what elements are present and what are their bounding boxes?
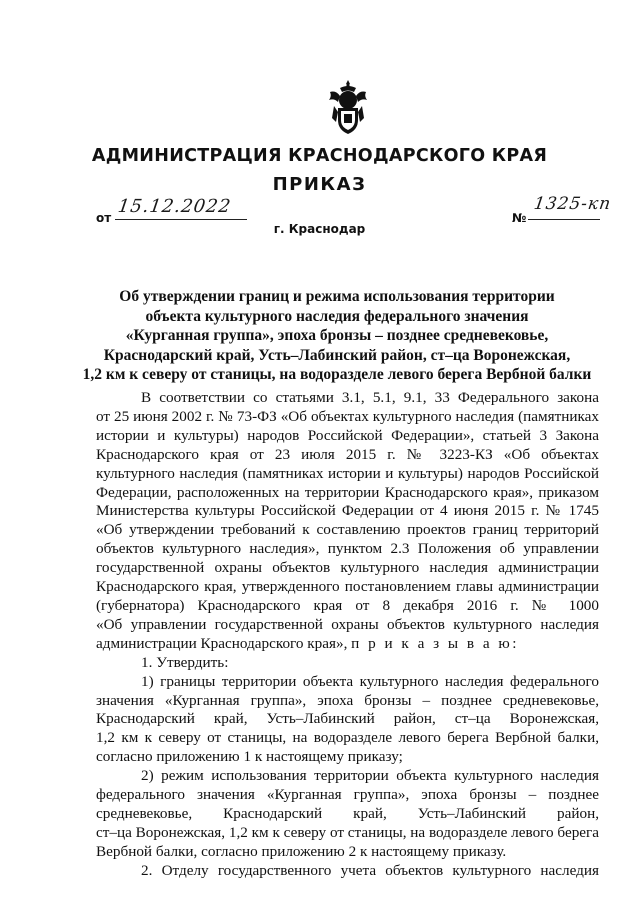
document-title <box>82 287 592 385</box>
number-underline <box>528 219 600 220</box>
number-label: № <box>512 211 527 225</box>
item-1-2-line: средневековье, Краснодарский край, Усть–Лабинский район, <box>96 804 599 822</box>
title-line: Краснодарский край, Усть–Лабинский район, ст–ца Воронежская, <box>103 346 571 364</box>
preamble-line: «Об управлении государственной охраны объектов культурного наследия <box>96 615 599 633</box>
item-1-1-line: Краснодарский край, Усть–Лабинский район, ст–ца Воронежская, <box>96 710 599 728</box>
preamble-line: «Об утверждении требований к составлению проектов границ территорий <box>96 521 599 539</box>
date-label: от <box>96 211 112 225</box>
preamble-line: государственной охраны объектов культурного наследия администрации <box>96 559 599 577</box>
number-handwritten: 1325-кп <box>532 194 613 214</box>
preamble-line: (губернатора) Краснодарского края от 8 декабря 2016 г. № 1000 <box>96 596 599 614</box>
agency-name: АДМИНИСТРАЦИЯ КРАСНОДАРСКОГО КРАЯ <box>91 146 548 166</box>
title-line: Об утверждении границ и режима использования территории <box>119 288 555 305</box>
item-1-1-last-line: согласно приложению 1 к настоящему приказу; <box>96 748 403 766</box>
preamble-line: истории и культуры) народов Российской Федерации», статьей 3 Закона <box>96 426 599 444</box>
item-1-2-line: федерального значения «Курганная группа», эпоха бронзы – позднее <box>96 786 599 804</box>
document-body <box>96 389 599 881</box>
preamble-line: Краснодарского края, утвержденного постановлением главы администрации <box>96 578 599 596</box>
preamble-line: объектов культурного наследия», пунктом 2.3 Положения об управлении <box>96 540 599 558</box>
order-word: п р и к а з ы в а ю: <box>351 634 519 652</box>
document-type: ПРИКАЗ <box>272 174 367 195</box>
item-1-2-line: 2) режим использования территории объекта культурного наследия <box>141 767 599 785</box>
preamble-line: культурного наследия (памятниках истории и культуры) народов Российской <box>96 464 599 482</box>
item-2: 2. Отделу государственного учета объектов культурного наследия <box>141 861 599 879</box>
item-1-1-line: значения «Курганная группа», эпоха бронзы – позднее средневековье, <box>96 691 599 709</box>
preamble-line: Краснодарского края от 23 июля 2015 г. № 3223-КЗ «Об объектах <box>96 445 599 463</box>
preamble-line-end: администрации Краснодарского края», <box>96 634 348 652</box>
item-1-2-line: ст–ца Воронежская, 1,2 км к северу от станицы, на водоразделе левого берега <box>96 823 599 841</box>
title-line: объекта культурного наследия федерального значения <box>145 307 529 325</box>
date-underline <box>115 219 247 220</box>
item-1-2-last-line: Вербной балки, согласно приложению 2 к настоящему приказу. <box>96 842 507 860</box>
title-line: «Курганная группа», эпоха бронзы – позднее средневековье, <box>125 327 549 344</box>
preamble-last-line <box>96 635 599 654</box>
item-1-1-line: 1,2 км к северу от станицы, на водоразделе левого берега Вербной балки, <box>96 729 599 747</box>
preamble-line: от 25 июня 2002 г. № 73-ФЗ «Об объектах культурного наследия (памятниках <box>96 407 599 425</box>
city-label: г. Краснодар <box>273 222 366 236</box>
coat-of-arms-emblem <box>326 78 370 136</box>
preamble-line: Министерства культуры Российской Федерации от 4 июня 2015 г. № 1745 <box>96 502 599 520</box>
date-handwritten: 15.12.2022 <box>116 196 233 217</box>
preamble-line: В соответствии со статьями 3.1, 5.1, 9.1, 33 Федерального закона <box>141 389 599 406</box>
title-line: 1,2 км к северу от станицы, на водоразделе левого берега Вербной балки <box>82 366 592 383</box>
preamble-line: Федерации, расположенных на территории Краснодарского края», приказом <box>96 483 599 501</box>
item-1-1-line: 1) границы территории объекта культурного наследия федерального <box>141 672 599 690</box>
item-1: 1. Утвердить: <box>141 653 229 671</box>
